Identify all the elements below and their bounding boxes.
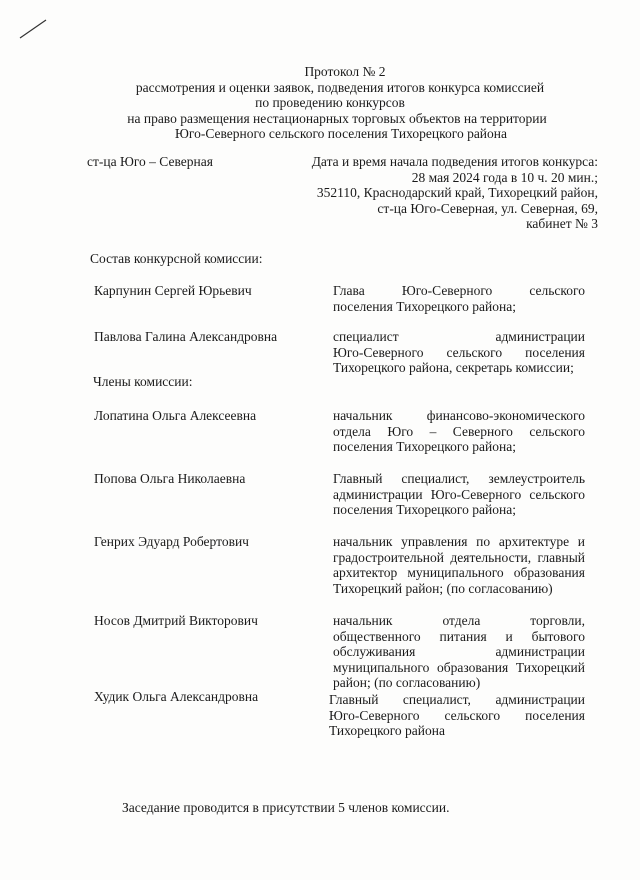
member-role: начальник отдела торговли, общественного питания и бытового обслуживания администрации муниципального образования Тихорецкий район; (по согласованию) <box>333 613 585 690</box>
meeting-meta <box>312 154 598 232</box>
attendance-note: Заседание проводится в присутствии 5 членов комиссии. <box>122 800 450 815</box>
composition-label: Состав конкурсной комиссии: <box>90 251 263 266</box>
protocol-header <box>0 64 640 142</box>
member-name: Носов Дмитрий Викторович <box>94 613 258 628</box>
protocol-subtitle-line: на право размещения нестационарных торговых объектов на территории <box>127 110 547 126</box>
member-name: Генрих Эдуард Робертович <box>94 534 249 549</box>
member-name: Павлова Галина Александровна <box>94 329 278 344</box>
protocol-title: Протокол № 2 <box>304 64 386 79</box>
protocol-subtitle-line: Юго-Северного сельского поселения Тихорецкого района <box>175 126 507 141</box>
protocol-subtitle-line: по проведению конкурсов <box>255 95 405 110</box>
member-role: Глава Юго-Северного сельского поселения Тихорецкого района; <box>333 283 585 314</box>
member-name: Попова Ольга Николаевна <box>94 471 246 486</box>
members-label: Члены комиссии: <box>93 374 193 389</box>
member-name: Худик Ольга Александровна <box>94 689 259 704</box>
member-role: Главный специалист, администрации Юго-Северного сельского поселения Тихорецкого района <box>329 692 585 738</box>
member-role: Главный специалист, землеустроитель администрации Юго-Северного сельского поселения Тихорецкого района; <box>333 471 585 517</box>
meta-line: Дата и время начала подведения итогов конкурса: <box>311 154 598 169</box>
member-role: начальник финансово-экономического отдела Юго – Северного сельского поселения Тихорецкого района; <box>333 408 585 454</box>
member-name: Карпунин Сергей Юрьевич <box>94 283 252 298</box>
member-role: начальник управления по архитектуре и градостроительной деятельности, главный архитектор муниципального образования Тихорецкий район; (по согласованию) <box>333 534 585 596</box>
meta-line: кабинет № 3 <box>526 216 598 231</box>
meta-line: 352110, Краснодарский край, Тихорецкий район, <box>316 185 598 200</box>
meta-line: ст-ца Юго-Северная, ул. Северная, 69, <box>377 200 598 216</box>
member-name: Лопатина Ольга Алексеевна <box>94 408 257 423</box>
pen-stroke-mark <box>18 18 48 40</box>
meta-line: 28 мая 2024 года в 10 ч. 20 мин.; <box>411 169 598 185</box>
meeting-place: ст-ца Юго – Северная <box>87 154 213 169</box>
member-role: специалист администрации Юго-Северного сельского поселения Тихорецкого района, секретарь комиссии; <box>333 329 585 375</box>
protocol-subtitle-line: рассмотрения и оценки заявок, подведения итогов конкурса комиссией <box>135 79 545 95</box>
